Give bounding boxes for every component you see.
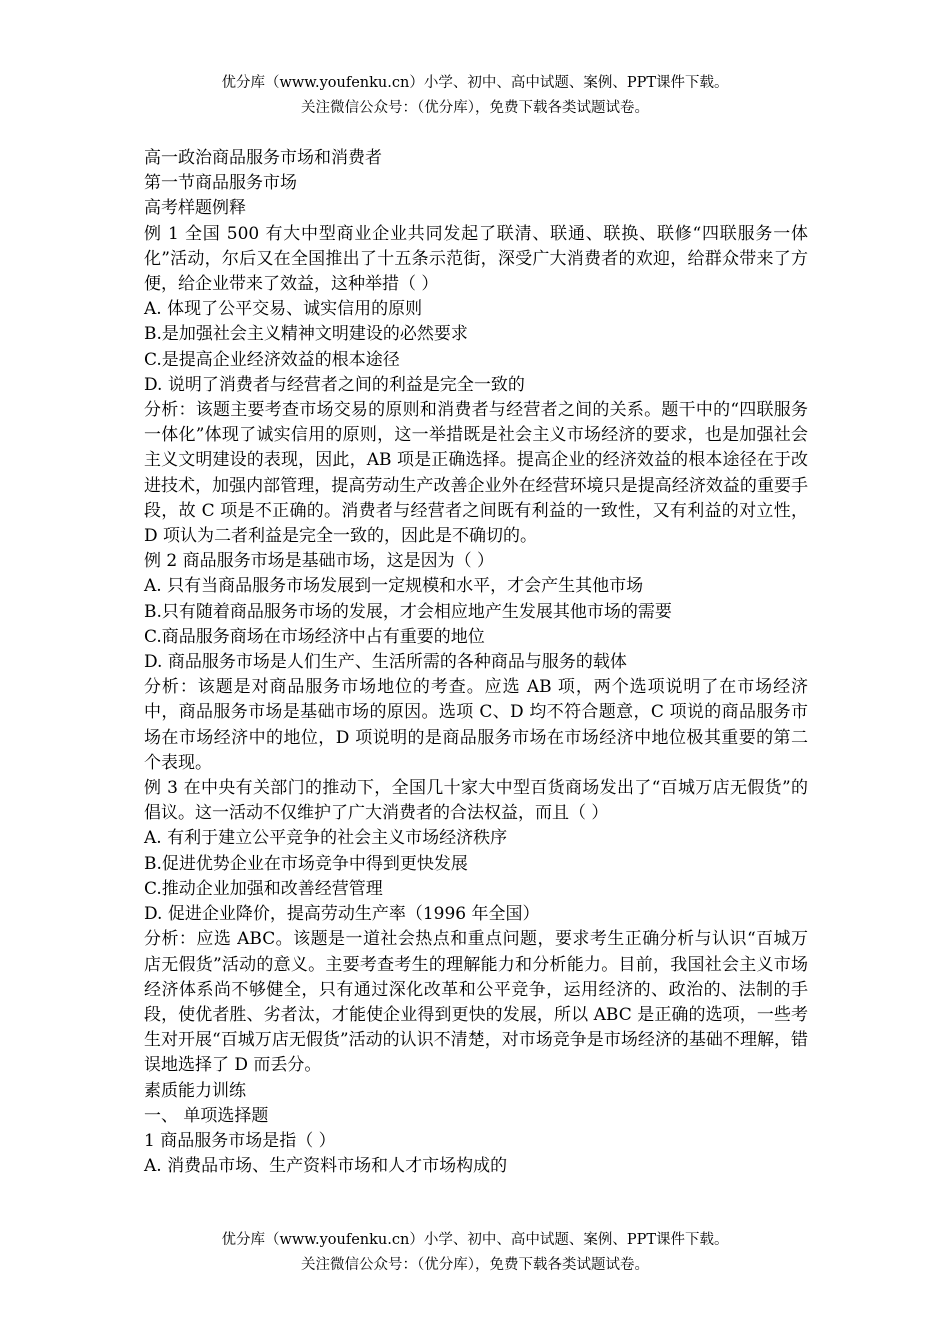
- footer-line-2: 关注微信公众号：（优分库），免费下载各类试题试卷。: [301, 1257, 649, 1273]
- example-2-option-d: D. 商品服务市场是人们生产、生活所需的各种商品与服务的载体: [144, 652, 627, 673]
- part-one-heading: 一、 单项选择题: [144, 1105, 269, 1126]
- example-2-option-c: C.商品服务商场在市场经济中占有重要的地位: [144, 626, 485, 647]
- example-3-option-b: B.促进优势企业在市场竞争中得到更快发展: [144, 853, 468, 874]
- example-2-option-b: B.只有随着商品服务市场的发展，才会相应地产生发展其他市场的需要: [144, 601, 672, 622]
- example-1-option-b: B.是加强社会主义精神文明建设的必然要求: [144, 324, 468, 345]
- page-footer: [0, 1228, 950, 1278]
- example-1-option-d: D. 说明了消费者与经营者之间的利益是完全一致的: [144, 374, 525, 395]
- example-2-question: 例 2 商品服务市场是基础市场，这是因为（ ）: [144, 551, 495, 572]
- example-3-analysis: 分析：应选 ABC。该题是一道社会热点和重点问题，要求考生正确分析与认识“百城万店无假货”活动的意义。主要考查考生的理解能力和分析能力。目前，我国社会主义市场经济体系尚不够健全，只有通过深化改革和公平竞争，运用经济的、政治的、法制的手段，使优者胜、劣者汰，才能使企业得到更快的发展，所以 ABC 是正确的选项，一些考生对开展“百城万店无假货”活动的认识不清楚，对市场竞争是市场经济的基础不理解，错误地选择了 D 而丢分。: [144, 929, 808, 1076]
- example-3-option-a: A. 有利于建立公平竞争的社会主义市场经济秩序: [144, 828, 508, 849]
- example-1-question: 例 1 全国 500 有大中型商业企业共同发起了联清、联通、联换、联修“四联服务一体化”活动，尔后又在全国推出了十五条示范街，深受广大消费者的欢迎，给群众带来了方便，给企业带来了效益，这种举措（ ）: [144, 223, 808, 295]
- section-heading: 第一节商品服务市场: [144, 173, 297, 194]
- header-line-2: 关注微信公众号：（优分库），免费下载各类试题试卷。: [301, 100, 649, 116]
- example-3-question: 例 3 在中央有关部门的推动下，全国几十家大中型百货商场发出了“百城万店无假货”的倡议。这一活动不仅维护了广大消费者的合法权益，而且（ ）: [144, 778, 808, 824]
- example-1-option-c: C.是提高企业经济效益的根本途径: [144, 349, 400, 370]
- training-heading: 素质能力训练: [144, 1080, 246, 1101]
- footer-line-1: 优分库（www.youfenku.cn）小学、初中、高中试题、案例、PPT课件下载。: [221, 1232, 729, 1248]
- question-1: 1 商品服务市场是指（ ）: [144, 1130, 336, 1151]
- example-3-option-c: C.推动企业加强和改善经营管理: [144, 878, 383, 899]
- example-2-analysis: 分析：该题是对商品服务市场地位的考查。应选 AB 项，两个选项说明了在市场经济中，商品服务市场是基础市场的原因。选项 C、D 均不符合题意，C 项说的商品服务市场在市场经济中的地位，D 项说明的是商品服务市场在市场经济中地位极其重要的第二个表现。: [144, 677, 808, 773]
- subsection-heading: 高考样题例释: [144, 198, 246, 219]
- document-body: [144, 146, 808, 1179]
- example-2-option-a: A. 只有当商品服务市场发展到一定规模和水平，才会产生其他市场: [144, 576, 644, 597]
- page-header: [0, 71, 950, 121]
- header-line-1: 优分库（www.youfenku.cn）小学、初中、高中试题、案例、PPT课件下载。: [221, 75, 729, 91]
- example-1-option-a: A. 体现了公平交易、诚实信用的原则: [144, 299, 423, 320]
- example-1-analysis: 分析：该题主要考查市场交易的原则和消费者与经营者之间的关系。题干中的“四联服务一体化”体现了诚实信用的原则，这一举措既是社会主义市场经济的要求，也是加强社会主义文明建设的表现，因此，AB 项是正确选择。提高企业的经济效益的根本途径在于改进技术，加强内部管理，提高劳动生产改善企业外在经营环境只是提高经济效益的重要手段，故 C 项是不正确的。消费者与经营者之间既有利益的一致性，又有利益的对立性，D 项认为二者利益是完全一致的，因此是不确切的。: [144, 400, 808, 547]
- document-title: 高一政治商品服务市场和消费者: [144, 148, 382, 168]
- example-3-option-d: D. 促进企业降价，提高劳动生产率（1996 年全国）: [144, 904, 540, 925]
- question-1-option-a: A. 消费品市场、生产资料市场和人才市场构成的: [144, 1156, 508, 1177]
